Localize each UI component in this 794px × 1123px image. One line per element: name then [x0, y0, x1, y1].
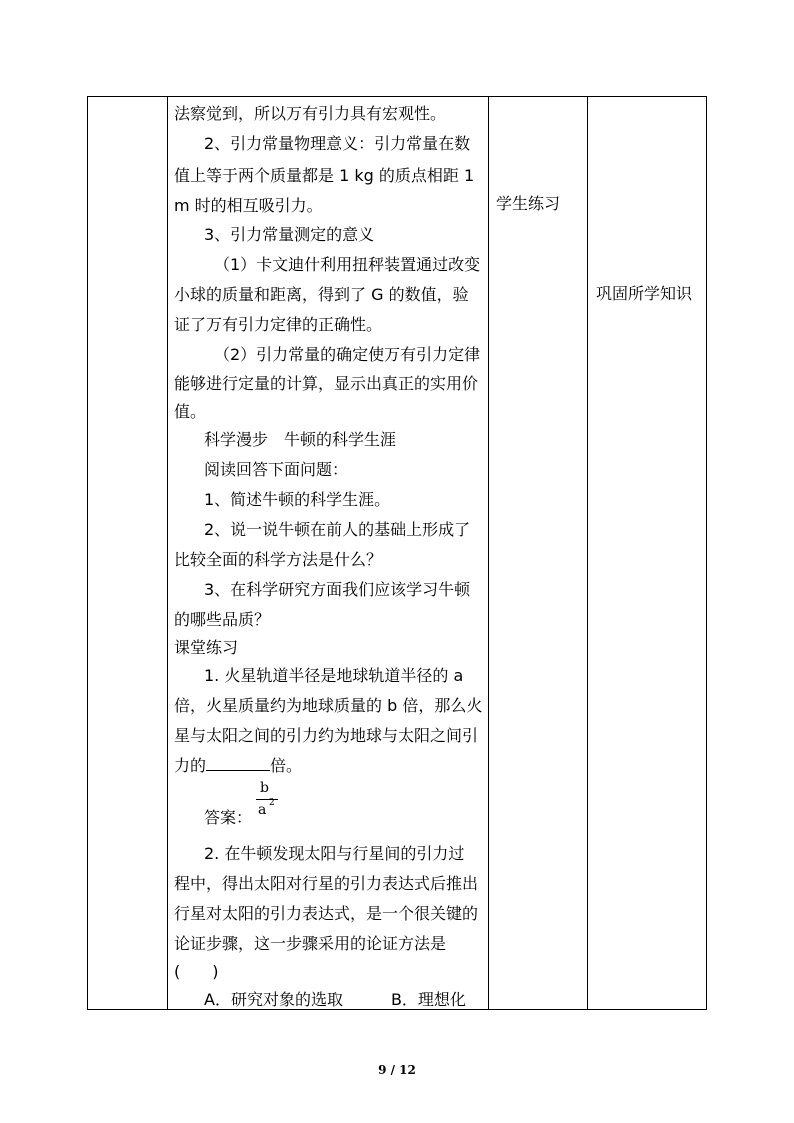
answer-parentheses: ( ) — [174, 962, 219, 981]
section-heading: 课堂练习 — [174, 638, 239, 657]
question-item: 2、说一说牛顿在前人的基础上形成了 — [204, 520, 471, 539]
text-line: 程中，得出太阳对行星的引力表达式后推出 — [174, 874, 479, 893]
text-line: m 时的相互吸引力。 — [174, 196, 323, 215]
section-heading: 科学漫步 牛顿的科学生涯 — [204, 430, 397, 449]
answer-label: 答案： — [204, 808, 253, 827]
text-line: 证了万有引力定律的正确性。 — [174, 315, 383, 334]
fraction-denominator: a — [258, 802, 267, 818]
question-item: 3、在科学研究方面我们应该学习牛顿 — [204, 580, 471, 599]
option-line: A．研究对象的选取 B．理想化 — [204, 990, 466, 1009]
text-line: 法察觉到，所以万有引力具有宏观性。 — [174, 104, 447, 123]
table-border-col3 — [587, 96, 588, 1010]
text-line: 星与太阳之间的引力约为地球与太阳之间引 — [174, 726, 479, 745]
page-number: 9 / 12 — [378, 1063, 416, 1077]
question-item: 1、简述牛顿的科学生涯。 — [204, 490, 391, 509]
text-fragment: 倍。 — [270, 756, 303, 775]
table-border-left — [87, 96, 88, 1010]
table-border-col2 — [488, 96, 489, 1010]
text-line: 论证步骤，这一步骤采用的论证方法是 — [174, 934, 447, 953]
student-activity-cell: 学生练习 — [496, 194, 561, 213]
text-line: 阅读回答下面问题： — [204, 460, 349, 479]
design-intent-cell: 巩固所学知识 — [596, 284, 693, 303]
answer-fraction — [254, 780, 284, 824]
text-line: 3、引力常量测定的意义 — [204, 225, 375, 244]
text-line: 值。 — [174, 402, 207, 421]
answer-blank — [206, 756, 270, 771]
text-line: 行星对太阳的引力表达式，是一个很关键的 — [174, 904, 479, 923]
text-line: 的哪些品质？ — [174, 610, 271, 629]
text-line: 比较全面的科学方法是什么？ — [174, 550, 383, 569]
fraction-exponent: 2 — [269, 798, 275, 808]
fraction-numerator: b — [260, 780, 269, 796]
text-line: （2）引力常量的确定使万有引力定律 — [214, 345, 481, 364]
text-line: 倍，火星质量约为地球质量的 b 倍，那么火 — [174, 696, 483, 715]
text-line: 小球的质量和距离，得到了 G 的数值，验 — [174, 285, 469, 304]
exercise-item: 2. 在牛顿发现太阳与行星间的引力过 — [204, 844, 465, 863]
text-line: 2、引力常量物理意义：引力常量在数 — [204, 134, 471, 153]
text-line: （1）卡文迪什利用扭秤装置通过改变 — [214, 255, 481, 274]
text-fragment: 力的 — [174, 756, 207, 775]
text-line — [174, 756, 302, 776]
text-line: 能够进行定量的计算，显示出真正的实用价 — [174, 374, 479, 393]
exercise-item: 1. 火星轨道半径是地球轨道半径的 a — [204, 666, 464, 685]
table-border-col1 — [167, 96, 168, 1010]
text-line: 值上等于两个质量都是 1 kg 的质点相距 1 — [174, 166, 475, 185]
table-border-top — [87, 96, 707, 97]
table-border-right — [706, 96, 707, 1010]
